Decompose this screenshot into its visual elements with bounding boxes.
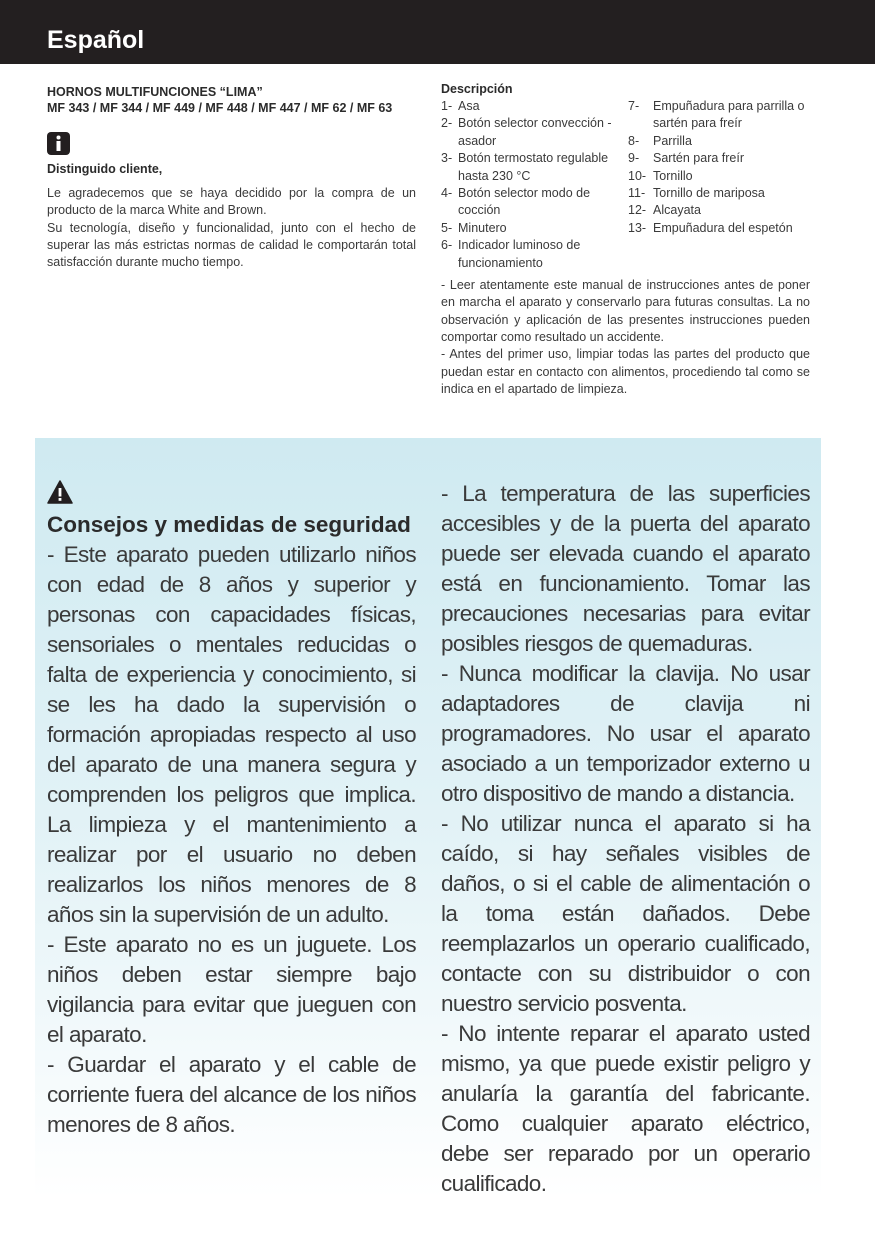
list-item-text: Indicador luminoso de funcionamiento (458, 238, 581, 270)
info-icon (47, 132, 70, 155)
note-paragraph: - Antes del primer uso, limpiar todas las partes del producto que puedan estar en contacto con alimentos, procediendo tal como se indica en el apartado de limpieza. (441, 347, 810, 396)
greeting: Distinguido cliente, (47, 162, 163, 176)
list-item-number: 10- (628, 168, 647, 183)
list-item-number: 8- (628, 133, 640, 148)
list-item (628, 98, 810, 133)
list-item-number: 6- (441, 238, 453, 253)
safety-title: Consejos y medidas de seguridad (47, 512, 411, 537)
list-item-text: Botón selector modo de cocción (458, 186, 591, 218)
intro-paragraph: Su tecnología, diseño y funcionalidad, junto con el hecho de superar las más estrictas normas de calidad le comportarán total satisfacción durante mucho tiempo. (47, 220, 416, 270)
product-name: HORNOS MULTIFUNCIONES “LIMA” (47, 85, 263, 99)
safety-right-column (441, 479, 810, 1199)
list-item (441, 98, 623, 115)
warning-icon (47, 480, 73, 504)
list-item-text: Empuñadura para parrilla o sartén para freír (653, 99, 805, 131)
safety-paragraph: - Este aparato pueden utilizarlo niños con edad de 8 años y superior y personas con capacidades físicas, sensoriales o mentales reducidas o falta de experiencia y conocimiento, si se les ha dado la supervisión o formación apropiadas respecto al uso del aparato de una manera segura y comprenden los peligros que implica. La limpieza y el mantenimiento a realizar por el usuario no deben realizarlos los niños menores de 8 años sin la supervisión de un adulto. (47, 541, 416, 927)
list-item-text: Botón selector convección - asador (458, 116, 612, 148)
list-item-number: 13- (628, 220, 647, 235)
list-item-text: Tornillo de mariposa (653, 186, 765, 201)
safety-text-left (47, 540, 416, 1140)
list-item-number: 3- (441, 151, 453, 166)
description-notes (441, 277, 810, 398)
list-item (441, 220, 623, 237)
safety-paragraph: - Guardar el aparato y el cable de corriente fuera del alcance de los niños menores de 8 años. (47, 1051, 416, 1137)
product-title (47, 84, 416, 116)
list-item-number: 1- (441, 99, 453, 113)
intro-column (47, 84, 416, 271)
list-item-number: 11- (628, 186, 646, 201)
header-bar (0, 0, 875, 64)
description-column (441, 81, 810, 398)
list-item-number: 4- (441, 186, 453, 201)
list-item-number: 2- (441, 116, 453, 131)
list-item-text: Parrilla (653, 133, 692, 148)
safety-paragraph: - No intente reparar el aparato usted mismo, ya que puede existir peligro y anularía la garantía del fabricante. Como cualquier aparato eléctrico, debe ser reparado por un operario cualificado. (441, 1021, 810, 1196)
list-item-text: Minutero (458, 220, 507, 235)
list-item (628, 133, 810, 150)
note-paragraph: - Leer atentamente este manual de instrucciones antes de poner en marcha el aparato y conservarlo para futuras consultas. La no observación y aplicación de las presentes instrucciones pueden comportar como resultado un accidente. (441, 278, 810, 344)
safety-paragraph: - Nunca modificar la clavija. No usar adaptadores de clavija ni programadores. No usar el aparato asociado a un temporizador externo u otro dispositivo de mando a distancia. (441, 661, 810, 806)
list-item-number: 12- (628, 203, 647, 218)
safety-left-column (47, 480, 416, 1140)
parts-list-right (628, 98, 810, 272)
product-models: MF 343 / MF 344 / MF 449 / MF 448 / MF 447 / MF 62 / MF 63 (47, 101, 393, 115)
parts-list-left (441, 98, 623, 272)
list-item-number: 5- (441, 220, 453, 235)
list-item (628, 150, 810, 167)
safety-paragraph: - No utilizar nunca el aparato si ha caído, si hay señales visibles de daños, o si el cable de alimentación o la toma están dañados. Debe reemplazarlos un operario cualificado, contacte con su distribuidor o con nuestro servicio posventa. (441, 811, 810, 1016)
parts-list (441, 98, 810, 272)
list-item-text: Tornillo (653, 168, 693, 183)
list-item-number: 9- (628, 151, 640, 166)
safety-paragraph: - La temperatura de las superficies accesibles y de la puerta del aparato puede ser elevada cuando el aparato está en funcionamiento. Tomar las precauciones necesarias para evitar posibles riesgos de quemaduras. (441, 481, 810, 656)
safety-paragraph: - Este aparato no es un juguete. Los niños deben estar siempre bajo vigilancia para evitar que jueguen con el aparato. (47, 931, 416, 1047)
list-item-text: Alcayata (653, 203, 701, 218)
intro-paragraph: Le agradecemos que se haya decidido por la compra de un producto de la marca White and Brown. (47, 186, 416, 218)
list-item-text: Sartén para freír (653, 151, 745, 166)
list-item (441, 115, 623, 150)
safety-text-right (441, 479, 810, 1199)
list-item-text: Asa (458, 99, 480, 113)
list-item (628, 220, 810, 237)
description-title: Descripción (441, 82, 513, 96)
list-item (441, 185, 623, 220)
intro-text (47, 185, 416, 271)
list-item (441, 237, 623, 272)
list-item (628, 185, 810, 202)
list-item (628, 168, 810, 185)
list-item-text: Botón termostato regulable hasta 230 °C (458, 151, 609, 183)
list-item-number: 7- (628, 99, 640, 113)
list-item (441, 150, 623, 185)
list-item (628, 202, 810, 219)
list-item-text: Empuñadura del espetón (653, 220, 793, 235)
language-title: Español (47, 26, 145, 54)
